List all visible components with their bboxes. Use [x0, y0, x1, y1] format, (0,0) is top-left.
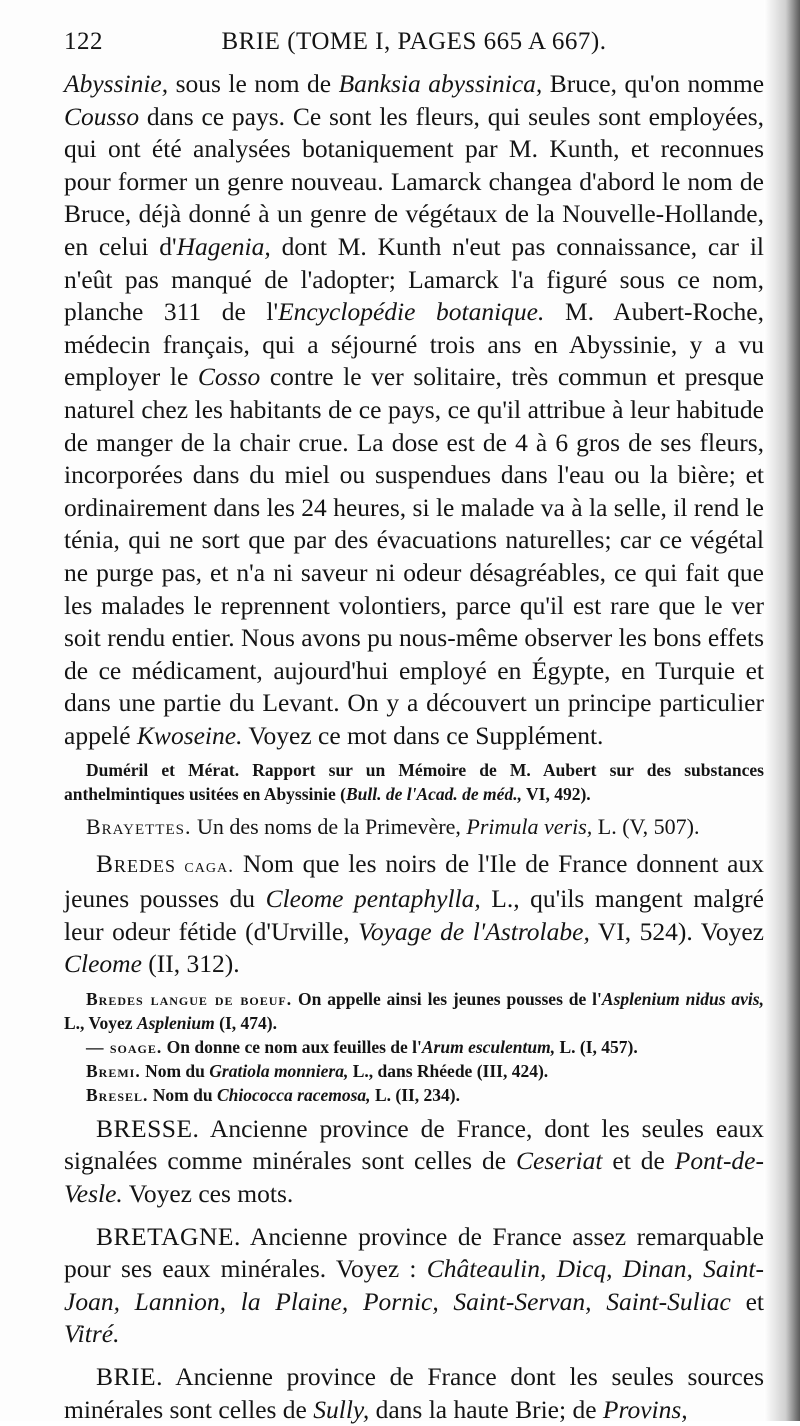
entry-brayettes: [64, 812, 764, 842]
entry-bresel: [64, 1083, 764, 1107]
text: L. (V, 507).: [592, 814, 700, 840]
entry-bredes-langue-de-boeuf: [64, 987, 764, 1035]
text: Nom que les noirs de l'Ile de France donnent aux jeunes pousses du: [64, 849, 764, 914]
text-italic: Primula veris,: [466, 814, 593, 840]
text: dans ce pays. Ce sont les fleurs, qui seules sont employées, qui ont été analysées botaniquement par M. Kunth, et reconnues pour former un genre nouveau. Lamarck changea d'abord le nom de Bruce, déjà donné à un genre de végétaux de la Nouvelle-Hollande, en celui d': [64, 101, 764, 261]
text-italic: Cousso: [64, 101, 140, 131]
entry-bredes-caga: [64, 848, 764, 980]
text-italic: Ceseriat: [516, 1146, 603, 1176]
text: dans la haute Brie; de: [369, 1394, 603, 1424]
text-italic: Vitré.: [64, 1319, 120, 1349]
text-italic: Kwoseine.: [136, 720, 243, 750]
text-italic: Abyssinie,: [64, 69, 169, 98]
running-title: BRIE (TOME I, PAGES 665 A 667).: [221, 28, 607, 55]
text: VI, 524). Voyez: [589, 916, 764, 946]
text: Voyez ce mot dans ce Supplément.: [242, 720, 604, 750]
page-number: 122: [64, 28, 103, 55]
entry-head: Bredes langue de boeuf.: [86, 988, 293, 1009]
text: contre le ver solitaire, très commun et presque naturel chez les habitants de ce pays, ce qu'il attribue à leur habitude de manger de la chair crue. La dose est de 4 à 6 gros de ses fleurs, incorporées dans du miel ou suspendues dans l'eau ou la bière; et ordinairement dans les 24 heures, si le malade va à la selle, il rend le ténia, qui ne sort que par des évacuations naturelles; car ce végétal ne purge pas, et n'a ni saveur ni odeur désagréables, ce qui fait que les malades le reprennent volontiers, parce qu'il est rare que le ver soit rendu entier. Nous avons pu nous-même observer les bons effets de ce médicament, aujourd'hui employé en Égypte, en Turquie et dans une partie du Levant. On y a découvert un principe particulier appelé: [64, 362, 765, 750]
text: dont M. Kunth n'eut pas connaissance, car il n'eût pas manqué de l'adopter; Lamarck l'a figuré sous ce nom, planche 311 de l': [64, 231, 764, 327]
text: L., Voyez: [64, 1012, 137, 1033]
text: Un des noms de la Primevère,: [191, 814, 467, 840]
text-italic: Asplenium nidus avis,: [601, 988, 764, 1009]
running-head: [64, 28, 764, 68]
text-italic: Bull. de l'Acad. de méd.,: [345, 784, 522, 805]
text: Duméril et Mérat. Rapport sur un Mémoire de M. Aubert sur des substances anthelmintiques usitées en Abyssinie (: [64, 760, 764, 805]
entry-bretagne: [64, 1221, 764, 1351]
text-italic: Asplenium: [136, 1012, 215, 1033]
entry-brie: [64, 1361, 764, 1426]
entry-head: Bremi.: [86, 1060, 141, 1081]
text: Nom du: [148, 1084, 217, 1105]
text: Ancienne province de France dont les seules sources minérales sont celles de: [64, 1362, 764, 1424]
text: L., qu'ils mangent malgré leur odeur fétide (d'Urville,: [64, 884, 764, 946]
text-italic: Voyage de l'Astrolabe,: [358, 916, 590, 946]
entry-soage: [64, 1035, 764, 1059]
text-italic: Cosso: [197, 362, 261, 392]
page-gutter-shadow: [764, 0, 800, 1421]
entry-bremi: [64, 1059, 764, 1083]
text: Bruce, qu'on nomme: [542, 69, 765, 98]
entry-head: Bredes: [96, 849, 177, 879]
entry-head: BRETAGNE.: [96, 1221, 241, 1251]
text-italic: Pont-de-Vesle.: [64, 1146, 764, 1209]
text: Voyez ces mots.: [122, 1179, 294, 1209]
entry-head: Bresel.: [86, 1084, 149, 1105]
text: et de: [602, 1146, 675, 1176]
text-italic: Encyclopédie botanique.: [278, 297, 545, 327]
text-italic: Châteaulin, Dicq, Dinan, Saint-Joan, Lannion, la Plaine, Pornic, Saint-Servan, Saint-Suliac: [64, 1254, 764, 1316]
text: L. (II, 234).: [370, 1084, 461, 1105]
text: Nom du: [140, 1060, 210, 1081]
text-italic: Gratiola monniera,: [209, 1060, 349, 1081]
text: L., dans Rhéede (III, 424).: [348, 1060, 549, 1081]
page-content: [64, 28, 764, 1426]
entry-head: BRIE.: [96, 1362, 163, 1391]
text-italic: Hagenia,: [176, 231, 271, 261]
text: (I, 474).: [214, 1012, 277, 1033]
text-italic: Banksia abyssinica,: [338, 69, 543, 98]
text: VI, 492).: [521, 784, 591, 805]
text: Ancienne province de France, dont les seules eaux signalées comme minérales sont celles de: [64, 1113, 764, 1176]
paragraph-kousso: [64, 68, 764, 752]
text: et: [730, 1286, 765, 1316]
text-italic: Arum esculentum,: [421, 1036, 556, 1057]
text-italic: Sully,: [313, 1394, 370, 1424]
text: Ancienne province de France assez remarquable pour ses eaux minérales. Voyez :: [64, 1221, 764, 1284]
text: (II, 312).: [141, 949, 240, 979]
text: sous le nom de: [168, 69, 339, 98]
entry-head: caga.: [176, 855, 235, 878]
reference-dumeril: [64, 758, 764, 806]
text-italic: Cleome pentaphylla,: [265, 884, 481, 914]
text-italic: Cleome: [64, 949, 142, 979]
entry-head: — soage.: [86, 1036, 163, 1057]
text: On appelle ainsi les jeunes pousses de l': [292, 988, 602, 1009]
entry-bresse: [64, 1113, 764, 1211]
text: M. Aubert-Roche, médecin français, qui a séjourné trois ans en Abyssinie, y a vu employer le: [64, 297, 764, 392]
text-italic: Chiococca racemosa,: [216, 1084, 371, 1105]
text: On donne ce nom aux feuilles de l': [162, 1036, 422, 1057]
entry-head: Brayettes.: [86, 814, 192, 840]
entry-head: BRESSE.: [96, 1113, 200, 1143]
text-italic: Provins,: [602, 1394, 688, 1424]
text: L. (I, 457).: [555, 1036, 638, 1057]
